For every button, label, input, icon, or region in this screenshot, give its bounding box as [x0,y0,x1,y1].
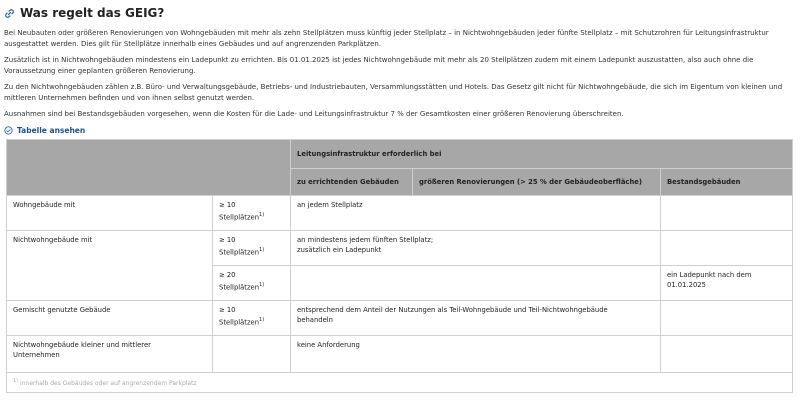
row-existing [661,231,793,266]
row-spaces: ≥ 10 Stellplätzen$^{1)}$ [213,301,291,336]
paragraph-3: Zu den Nichtwohngebäuden zählen z.B. Büro- und Verwaltungsgebäude, Betriebs- und Industriebauten, Versammlungsstätten und Hotels. Das Gesetz gilt nicht für Nichtwohngebäude, die sich im Eigentum von kleinen und mittleren Unternehmen befinden und von ihnen selbst genutzt werden. [4,83,783,102]
header-new-buildings: zu errichtenden Gebäuden [291,169,413,196]
row-existing [661,301,793,336]
paragraph-4: Ausnahmen sind bei Bestandsgebäuden vorgesehen, wenn die Kosten für die Lade- und Leitungsinfrastruktur 7 % der Gesamtkosten einer größeren Renovierung überschreiten. [4,110,624,118]
row-requirement: entsprechend dem Anteil der Nutzungen als Teil-Wohngebäude und Teil-Nichtwohngebäude behandeln [291,301,661,336]
row-existing [661,336,793,373]
row-label: Nichtwohngebäude kleiner und mittlerer Unternehmen [7,336,213,373]
row-requirement [291,266,661,301]
row-label: Gemischt genutzte Gebäude [7,301,213,336]
row-requirement: an mindestens jedem fünften Stellplatz; zusätzlich ein Ladepunkt [291,231,661,266]
row-requirement: an jedem Stellplatz [291,196,661,231]
table-row [7,231,793,266]
row-spaces: ≥ 10 Stellplätzen$^{1)}$ [213,196,291,231]
requirements-table [6,139,793,393]
table-row [7,196,793,231]
header-renovations: größeren Renovierungen (> 25 % der Gebäudeoberfläche) [413,169,661,196]
row-label: Wohngebäude mit [7,196,213,231]
header-existing: Bestandsgebäuden [661,169,793,196]
link-icon[interactable] [4,8,15,19]
table-row [7,301,793,336]
row-spaces: ≥ 20 Stellplätzen$^{1)}$ [213,266,291,301]
check-circle-icon [4,126,13,135]
section-heading [4,6,796,20]
row-spaces [213,336,291,373]
header-empty-cell [7,140,291,196]
table-footnote: $^{1)}$ innerhalb des Gebäudes oder auf angrenzendem Parkplatz [7,373,793,393]
table-footnote-row [7,373,793,393]
header-group: Leitungsinfrastruktur erforderlich bei [291,140,793,169]
paragraph-1: Bei Neubauten oder größeren Renovierungen von Wohngebäuden mit mehr als zehn Stellplätzen muss künftig jeder Stellplatz – in Nichtwohngebäuden jeder fünfte Stellplatz – mit Schutzrohren für Leitungsinfrastruktur ausgestattet werden. Dies gilt für Stellplätze innerhalb eines Gebäudes und auf angrenzenden Parkplätzen. [4,29,769,48]
row-spaces: ≥ 10 Stellplätzen$^{1)}$ [213,231,291,266]
row-existing: ein Ladepunkt nach dem 01.01.2025 [661,266,793,301]
row-requirement: keine Anforderung [291,336,661,373]
table-header-row [7,140,793,169]
heading-text: Was regelt das GEIG? [20,6,165,20]
table-toggle-button[interactable] [4,126,796,135]
table-row [7,336,793,373]
table-toggle-label: Tabelle ansehen [17,126,86,135]
row-existing [661,196,793,231]
row-label: Nichtwohngebäude mit [7,231,213,301]
paragraph-2: Zusätzlich ist in Nichtwohngebäuden mindestens ein Ladepunkt zu errichten. Bis 01.01.2025 ist jedes Nichtwohngebäude mit mehr als 20 Stellplätzen zudem mit einem Ladepunkt auszustatten, also auch ohne die Voraussetzung einer geplanten größeren Renovierung. [4,56,754,75]
